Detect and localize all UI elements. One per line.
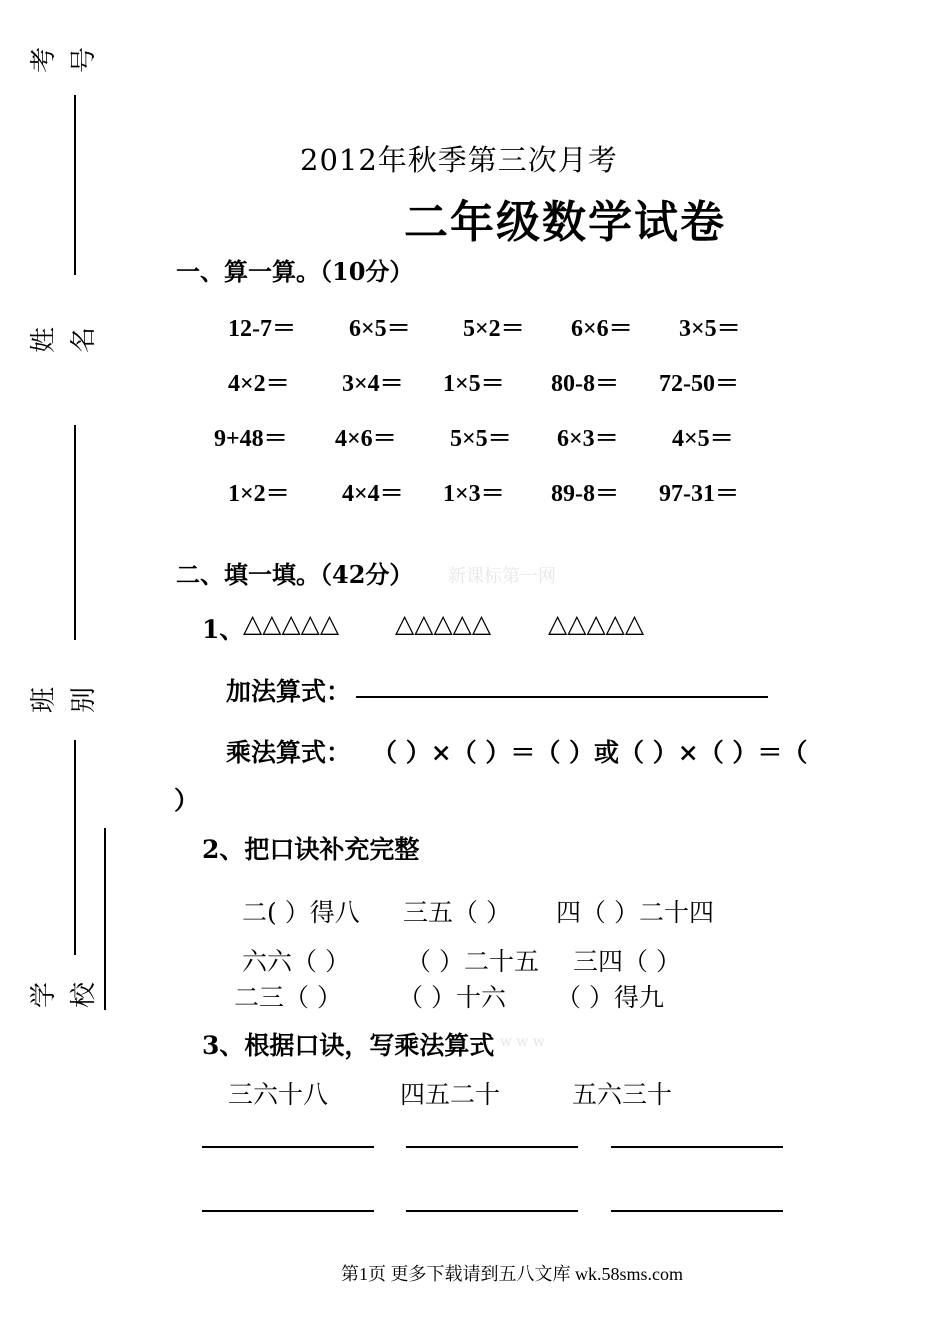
- calc-item: 9+48＝: [214, 426, 288, 452]
- calc-item: 5×2＝: [463, 316, 525, 342]
- calc-item: 6×6＝: [571, 316, 633, 342]
- rhyme-blank: 三五（ ）: [403, 898, 511, 927]
- exam-subtitle: 2012年秋季第三次月考: [300, 143, 618, 177]
- rhyme-blank: （ ）十六: [398, 983, 506, 1012]
- rhyme-blank: 三四（ ）: [573, 947, 681, 976]
- calc-item: 6×3＝: [557, 426, 619, 452]
- triangle-group: △△△△△: [243, 609, 340, 638]
- addition-label: 加法算式：: [226, 677, 352, 706]
- calc-item: 4×6＝: [335, 426, 397, 452]
- calc-item: 3×5＝: [679, 316, 741, 342]
- rhyme-item: 五六三十: [572, 1080, 673, 1109]
- section2-title: 二、填一填。（42分）: [176, 560, 414, 589]
- watermark-text: 新课标第一网: [448, 566, 556, 587]
- binding-line: [104, 828, 106, 1010]
- calc-item: 1×3＝: [443, 481, 505, 507]
- calc-item: 3×4＝: [342, 371, 404, 397]
- q1-label: 1、: [202, 615, 245, 644]
- triangle-group: △△△△△: [395, 609, 492, 638]
- rhyme-blank: 四（ ）二十四: [556, 898, 714, 927]
- addition-answer-line[interactable]: [356, 696, 768, 698]
- calc-item: 1×5＝: [443, 371, 505, 397]
- exam-title: 二年级数学试卷: [404, 197, 726, 248]
- answer-line[interactable]: [406, 1146, 578, 1148]
- rhyme-blank: 六六（ ）: [242, 947, 350, 976]
- exam-no-line: [74, 95, 76, 275]
- calc-item: 6×5＝: [349, 316, 411, 342]
- exam-no-label: 考号: [29, 47, 99, 74]
- answer-line[interactable]: [611, 1146, 783, 1148]
- rhyme-item: 三六十八: [228, 1080, 329, 1109]
- calc-item: 4×2＝: [228, 371, 290, 397]
- q3-title: 3、根据口诀，写乘法算式: [202, 1031, 495, 1060]
- calc-item: 72-50＝: [659, 371, 739, 397]
- rhyme-blank: （ ）得九: [556, 983, 664, 1012]
- name-line: [74, 425, 76, 640]
- calc-item: 97-31＝: [659, 481, 739, 507]
- rhyme-blank: 二三（ ）: [234, 983, 342, 1012]
- section1-title: 一、算一算。（10分）: [176, 257, 414, 286]
- multiplication-blanks: （ ）×（ ）＝（ ）或（ ）×（ ）＝（: [372, 738, 808, 767]
- multiplication-label: 乘法算式：: [226, 738, 352, 767]
- calc-item: 4×5＝: [672, 426, 734, 452]
- calc-item: 1×2＝: [228, 481, 290, 507]
- q2-title: 2、把口诀补充完整: [202, 835, 420, 864]
- calc-item: 4×4＝: [342, 481, 404, 507]
- triangle-group: △△△△△: [548, 609, 645, 638]
- rhyme-blank: 二( ）得八: [242, 898, 360, 927]
- page-footer: 第1页 更多下载请到五八文库 wk.58sms.com: [341, 1264, 683, 1284]
- name-label: 姓名: [29, 327, 99, 354]
- answer-line[interactable]: [202, 1210, 374, 1212]
- class-line: [74, 740, 76, 955]
- calc-item: 89-8＝: [551, 481, 619, 507]
- school-label: 学校: [29, 982, 99, 1009]
- calc-item: 5×5＝: [450, 426, 512, 452]
- rhyme-blank: （ ）二十五: [406, 947, 539, 976]
- answer-line[interactable]: [611, 1210, 783, 1212]
- calc-item: 80-8＝: [551, 371, 619, 397]
- watermark-text: w w w: [500, 1034, 545, 1050]
- multiplication-blanks-end: ）: [174, 786, 200, 815]
- answer-line[interactable]: [406, 1210, 578, 1212]
- answer-line[interactable]: [202, 1146, 374, 1148]
- class-label: 班别: [29, 687, 99, 714]
- calc-item: 12-7＝: [228, 316, 296, 342]
- rhyme-item: 四五二十: [400, 1080, 501, 1109]
